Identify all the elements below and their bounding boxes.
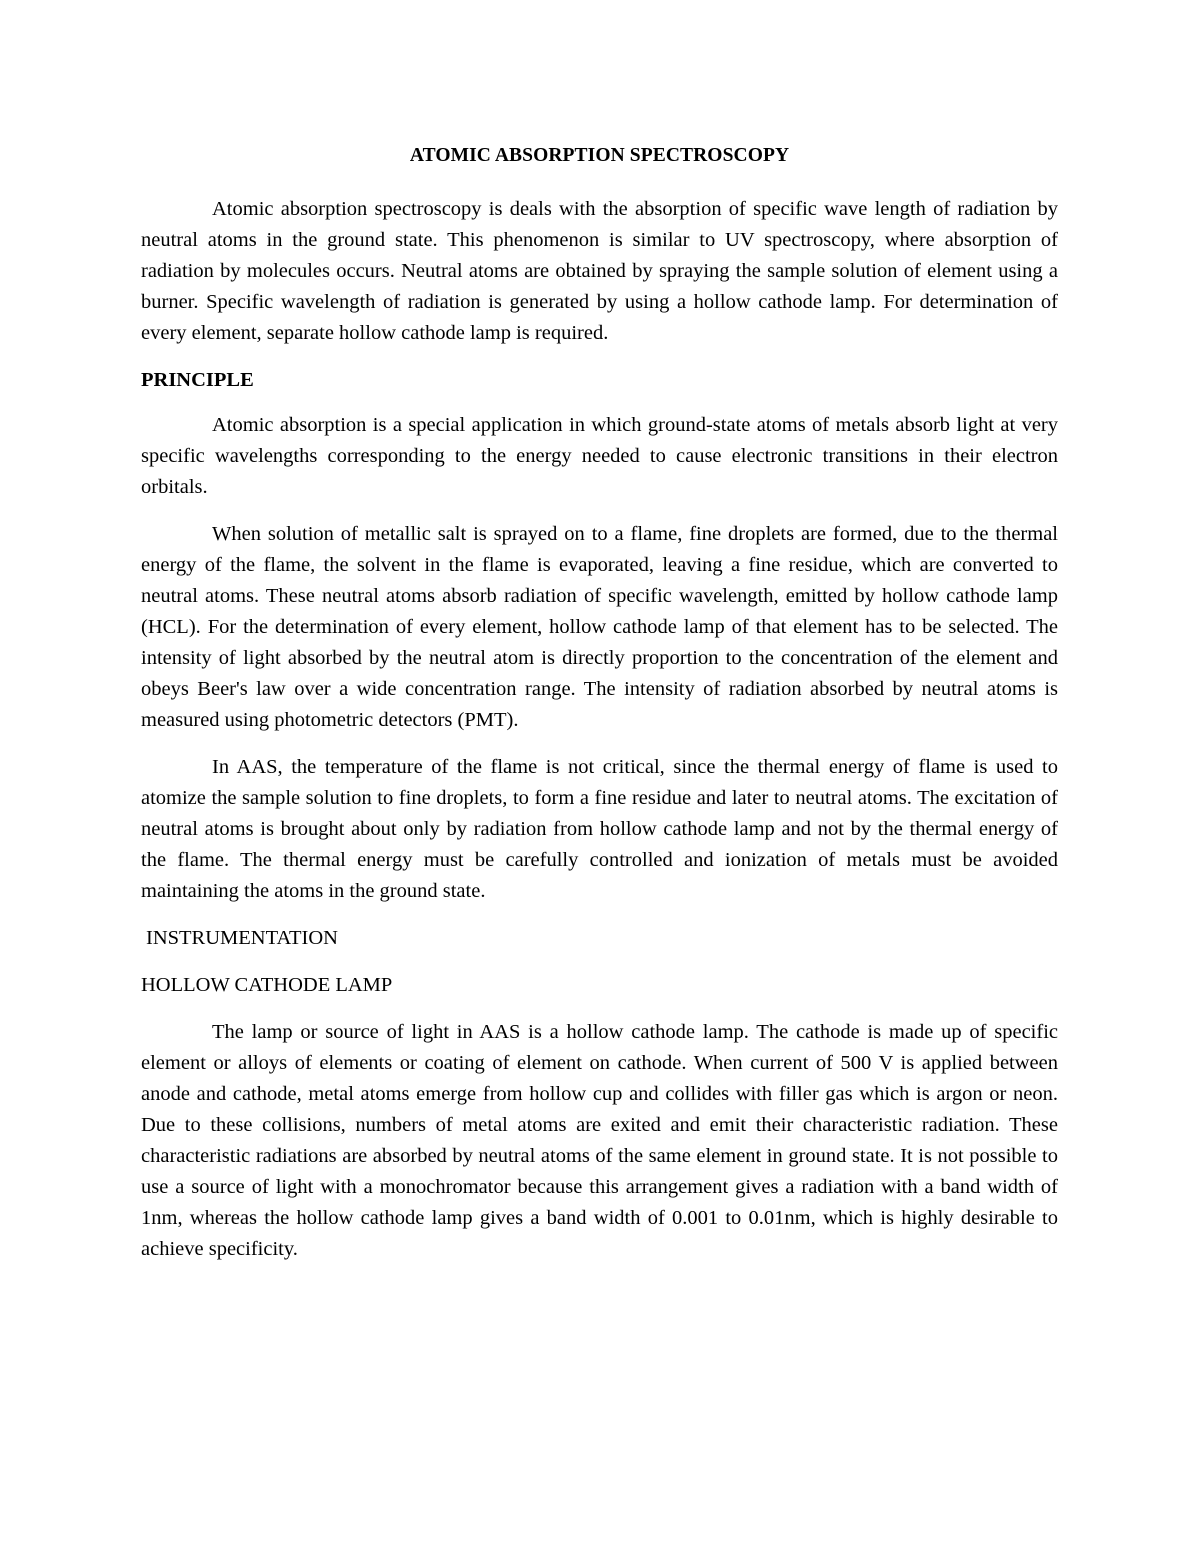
document-body [141,142,1058,1281]
document-title: ATOMIC ABSORPTION SPECTROSCOPY [409,145,790,166]
principle-paragraph-1: Atomic absorption is a special application in which ground-state atoms of metals absorb light at very specific wavelengths corresponding to the energy needed to cause electronic transitions in their electron orbitals. [141,414,1058,498]
intro-paragraph: Atomic absorption spectroscopy is deals with the absorption of specific wave length of radiation by neutral atoms in the ground state. This phenomenon is similar to UV spectroscopy, where absorption of radiation by molecules occurs. Neutral atoms are obtained by spraying the sample solution of element using a burner. Specific wavelength of radiation is generated by using a hollow cathode lamp. For determination of every element, separate hollow cathode lamp is required. [141,198,1058,344]
principle-heading: PRINCIPLE [141,369,254,391]
principle-paragraph-2: When solution of metallic salt is sprayed on to a flame, fine droplets are formed, due to the thermal energy of the flame, the solvent in the flame is evaporated, leaving a fine residue, which are converted to neutral atoms. These neutral atoms absorb radiation of specific wavelength, emitted by hollow cathode lamp (HCL). For the determination of every element, hollow cathode lamp of that element has to be selected. The intensity of light absorbed by the neutral atom is directly proportion to the concentration of the element and obeys Beer's law over a wide concentration range. The intensity of radiation absorbed by neutral atoms is measured using photometric detectors (PMT). [141,523,1058,731]
principle-paragraph-3: In AAS, the temperature of the flame is not critical, since the thermal energy of flame is used to atomize the sample solution to fine droplets, to form a fine residue and later to neutral atoms. The excitation of neutral atoms is brought about only by radiation from hollow cathode lamp and not by the thermal energy of the flame. The thermal energy must be carefully controlled and ionization of metals must be avoided maintaining the atoms in the ground state. [141,756,1058,902]
instrumentation-heading: INSTRUMENTATION [146,927,338,949]
hollow-cathode-lamp-paragraph: The lamp or source of light in AAS is a hollow cathode lamp. The cathode is made up of specific element or alloys of elements or coating of element on cathode. When current of 500 V is applied between anode and cathode, metal atoms emerge from hollow cup and collides with filler gas which is argon or neon. Due to these collisions, numbers of metal atoms are exited and emit their characteristic radiation. These characteristic radiations are absorbed by neutral atoms of the same element in ground state. It is not possible to use a source of light with a monochromator because this arrangement gives a radiation with a band width of 1nm, whereas the hollow cathode lamp gives a band width of 0.001 to 0.01nm, which is highly desirable to achieve specificity. [141,1021,1058,1260]
hollow-cathode-lamp-heading: HOLLOW CATHODE LAMP [141,974,393,996]
